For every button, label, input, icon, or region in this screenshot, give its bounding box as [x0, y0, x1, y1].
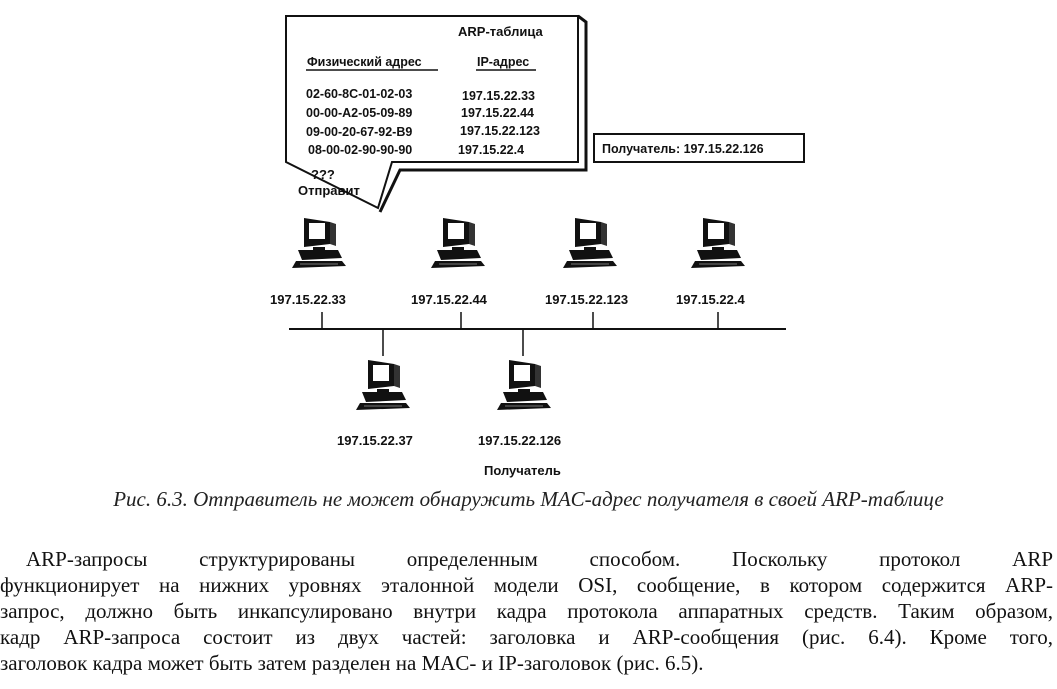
arp-row-ip: 197.15.22.4	[458, 143, 525, 157]
computer-icon	[563, 218, 617, 268]
computer-icon	[691, 218, 745, 268]
recipient-box	[594, 134, 804, 162]
arp-row-ip: 197.15.22.33	[462, 89, 535, 103]
recipient-box-text: Получатель: 197.15.22.126	[602, 142, 764, 156]
arp-table-title: ARP-таблица	[458, 24, 543, 39]
paragraph-line: заголовок кадра может быть затем разделен на MAC- и IP-заголовок (рис. 6.5).	[0, 651, 704, 675]
computer-icon	[431, 218, 485, 268]
host-ip-label: 197.15.22.126	[478, 433, 562, 448]
paragraph-line: функционирует на нижних уровнях эталонной модели OSI, сообщение, в котором содержится ARP-	[0, 573, 1053, 597]
host-ip-label: 197.15.22.44	[411, 292, 487, 307]
computer-icon	[356, 360, 410, 410]
sender-label: Отправит	[298, 183, 360, 198]
arp-row-mac: 02-60-8C-01-02-03	[306, 87, 413, 101]
arp-row-ip: 197.15.22.44	[461, 106, 534, 120]
column-header-mac: Физический адрес	[307, 55, 422, 69]
computer-icon	[497, 360, 551, 410]
paragraph-line: запрос, должно быть инкапсулировано внутри кадра протокола аппаратных средств. Таким образом,	[0, 599, 1053, 623]
arp-row-mac: 09-00-20-67-92-B9	[306, 125, 413, 139]
computer-icon	[292, 218, 346, 268]
host-ip-label: 197.15.22.33	[270, 292, 346, 307]
paragraph-line: кадр ARP-запроса состоит из двух частей: заголовка и ARP-сообщения (рис. 6.4). Кроме того,	[0, 625, 1053, 649]
figure-caption: Рис. 6.3. Отправитель не может обнаружить MAC-адрес получателя в своей ARP-таблице	[113, 487, 944, 511]
paragraph-line: ARP-запросы структурированы определенным способом. Поскольку протокол ARP	[26, 547, 1053, 571]
body-paragraph	[0, 546, 1053, 676]
arp-row-mac: 00-00-A2-05-09-89	[306, 106, 413, 120]
column-header-ip: IP-адрес	[477, 55, 530, 69]
host-ip-label: 197.15.22.37	[337, 433, 413, 448]
arp-row-mac: 08-00-02-90-90-90	[308, 143, 413, 157]
sender-question: ???	[311, 167, 335, 182]
host-ip-label: 197.15.22.4	[676, 292, 745, 307]
host-ip-label: 197.15.22.123	[545, 292, 629, 307]
arp-row-ip: 197.15.22.123	[460, 124, 540, 138]
recipient-label: Получатель	[484, 463, 561, 478]
